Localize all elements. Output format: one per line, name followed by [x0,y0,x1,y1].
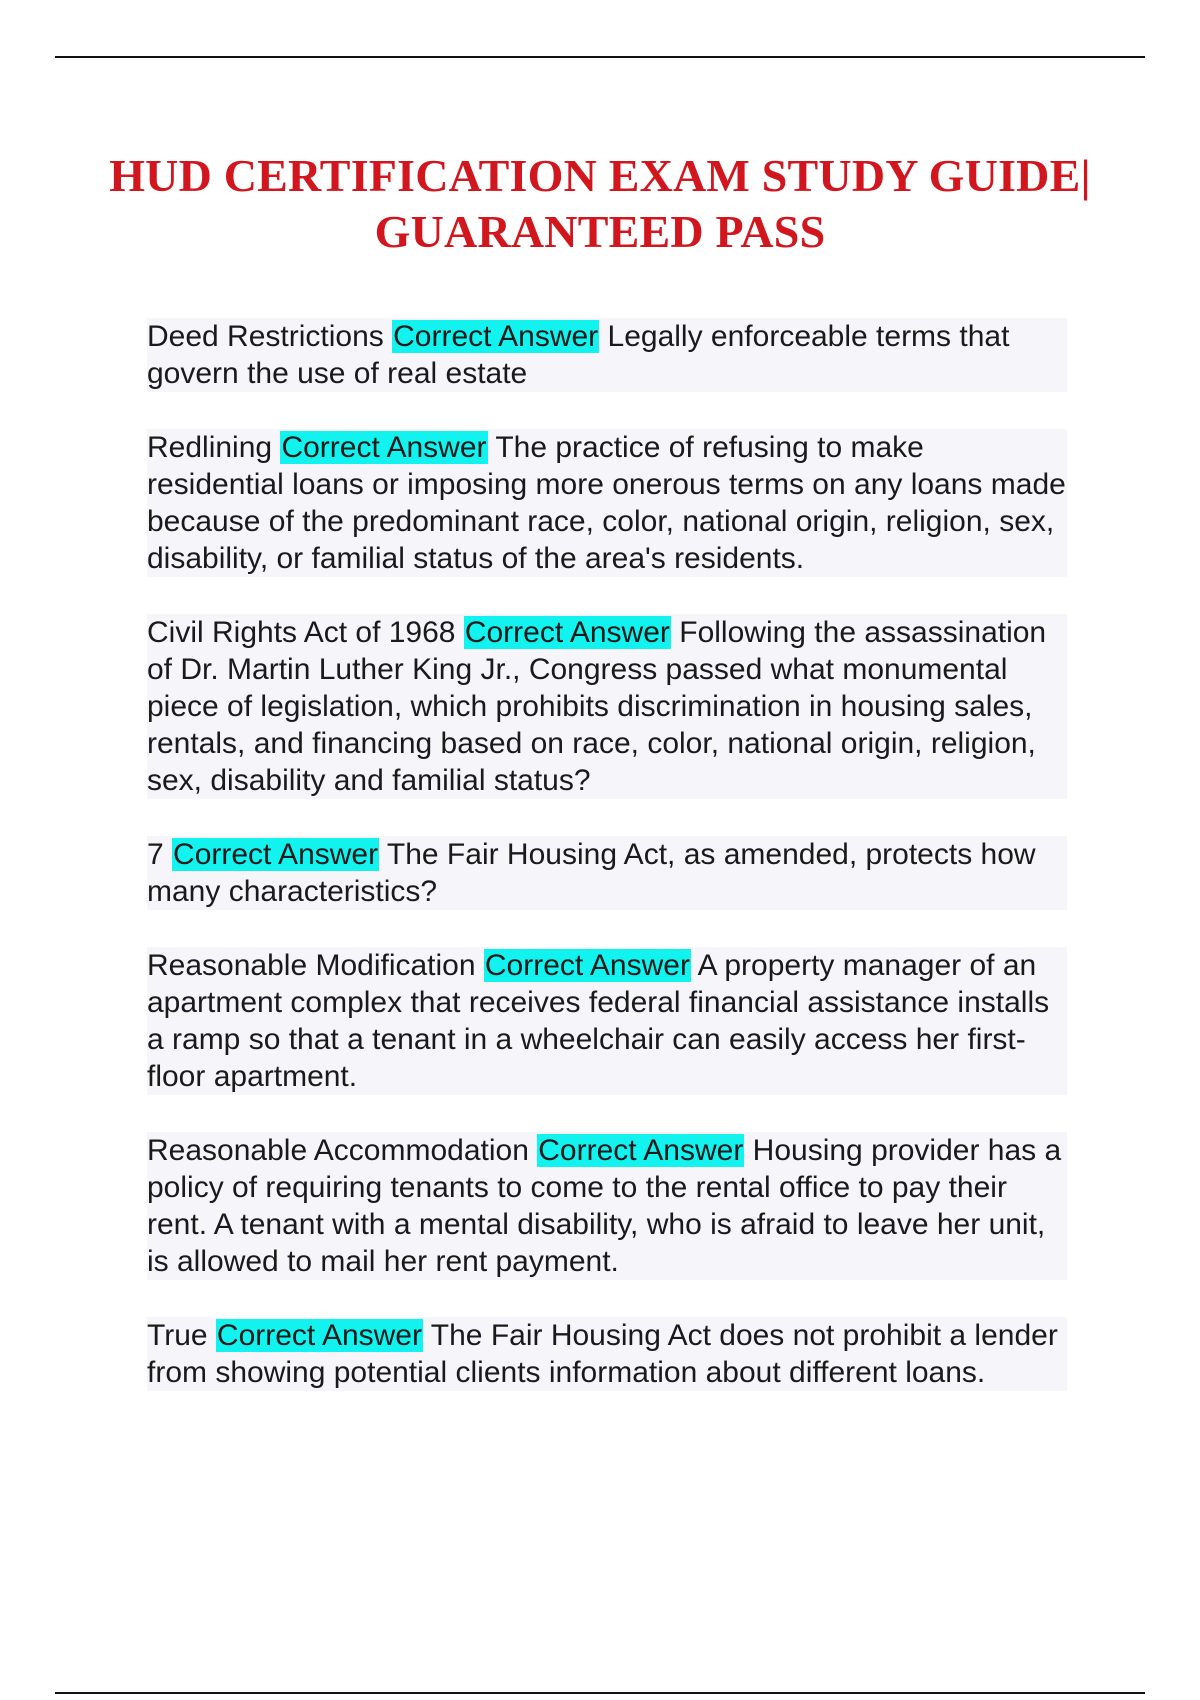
correct-answer-label: Correct Answer [464,616,670,649]
qa-item [147,614,1067,799]
correct-answer-label: Correct Answer [484,949,690,982]
qa-item [147,318,1067,392]
correct-answer-label: Correct Answer [538,1134,744,1167]
qa-term: Deed Restrictions [147,320,384,353]
bottom-rule [55,1692,1145,1694]
correct-answer-label: Correct Answer [173,838,379,871]
qa-definition: Legally enforceable terms that govern the use of real estate [147,320,1010,390]
qa-term: Civil Rights Act of 1968 [147,616,456,649]
correct-answer-label: Correct Answer [393,320,599,353]
qa-item [147,947,1067,1095]
qa-definition: Following the assassination of Dr. Martin Luther King Jr., Congress passed what monumental piece of legislation, which prohibits discrimination in housing sales, rentals, and financing based on race, color, national origin, religion, sex, disability and familial status? [147,616,1047,797]
qa-list [147,318,1067,1428]
qa-item [147,1132,1067,1280]
qa-item [147,1317,1067,1391]
qa-term: Reasonable Accommodation [147,1134,529,1167]
document-title: HUD CERTIFICATION EXAM STUDY GUIDE| GUARANTEED PASS [109,150,1091,257]
correct-answer-label: Correct Answer [281,431,487,464]
qa-definition: The practice of refusing to make residential loans or imposing more onerous terms on any loans made because of the predominant race, color, national origin, religion, sex, disability, or familial status of the area's residents. [147,431,1066,575]
qa-term: Reasonable Modification [147,949,476,982]
correct-answer-label: Correct Answer [216,1319,422,1352]
qa-definition: The Fair Housing Act does not prohibit a lender from showing potential clients information about different loans. [147,1319,1058,1389]
qa-item [147,429,1067,577]
qa-term: 7 [147,838,164,871]
qa-definition: The Fair Housing Act, as amended, protects how many characteristics? [147,838,1036,908]
qa-item [147,836,1067,910]
qa-definition: Housing provider has a policy of requiring tenants to come to the rental office to pay their rent. A tenant with a mental disability, who is afraid to leave her unit, is allowed to mail her rent payment. [147,1134,1062,1278]
top-rule [55,56,1145,58]
qa-term: Redlining [147,431,273,464]
qa-definition: A property manager of an apartment complex that receives federal financial assistance installs a ramp so that a tenant in a wheelchair can easily access her first-floor apartment. [147,949,1050,1093]
qa-term: True [147,1319,208,1352]
